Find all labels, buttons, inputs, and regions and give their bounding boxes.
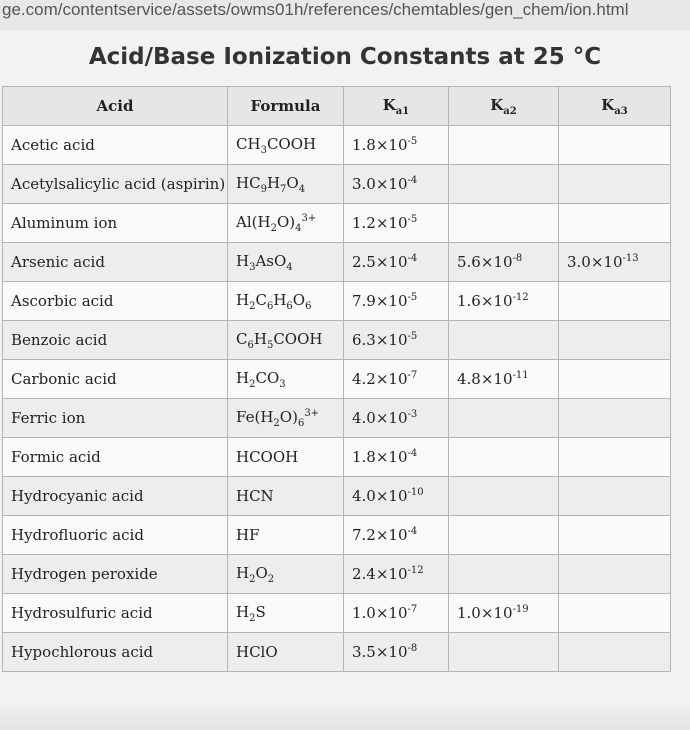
table-row (3, 594, 671, 633)
table-row (3, 633, 671, 672)
table-row (3, 204, 671, 243)
cell-ka3 (559, 399, 671, 438)
cell-formula: HF (228, 516, 344, 555)
cell-ka2 (449, 165, 559, 204)
cell-formula: $H_2O_2$ (228, 555, 344, 594)
cell-acid: Acetic acid (3, 126, 228, 165)
cell-acid: Hypochlorous acid (3, 633, 228, 672)
cell-ka2: $4.8\times 10^{-11}$ (449, 360, 559, 399)
cell-ka2 (449, 321, 559, 360)
address-bar[interactable] (0, 0, 690, 30)
cell-ka1: $1.2\times 10^{-5}$ (344, 204, 449, 243)
cell-ka1: $7.9\times 10^{-5}$ (344, 282, 449, 321)
cell-ka1: $4.0\times 10^{-10}$ (344, 477, 449, 516)
cell-acid: Hydrogen peroxide (3, 555, 228, 594)
cell-acid: Ferric ion (3, 399, 228, 438)
cell-ka1: $2.4\times 10^{-12}$ (344, 555, 449, 594)
table-row (3, 165, 671, 204)
table-row (3, 282, 671, 321)
cell-ka1: $7.2\times 10^{-4}$ (344, 516, 449, 555)
cell-ka3 (559, 477, 671, 516)
table-row (3, 438, 671, 477)
cell-ka3 (559, 360, 671, 399)
table-row (3, 399, 671, 438)
cell-formula: $C_6H_5COOH$ (228, 321, 344, 360)
cell-ka3 (559, 438, 671, 477)
cell-formula: $HC_9H_7O_4$ (228, 165, 344, 204)
cell-ka3 (559, 204, 671, 243)
table-row (3, 477, 671, 516)
cell-acid: Arsenic acid (3, 243, 228, 282)
cell-acid: Benzoic acid (3, 321, 228, 360)
cell-ka1: $6.3\times 10^{-5}$ (344, 321, 449, 360)
cell-ka1: $3.5\times 10^{-8}$ (344, 633, 449, 672)
cell-ka3 (559, 555, 671, 594)
cell-ka1: $4.2\times 10^{-7}$ (344, 360, 449, 399)
cell-ka2: $1.6\times 10^{-12}$ (449, 282, 559, 321)
cell-ka1: $3.0\times 10^{-4}$ (344, 165, 449, 204)
cell-formula: $Fe(H_2O)_6^{3+}$ (228, 399, 344, 438)
cell-ka3 (559, 516, 671, 555)
table-row (3, 321, 671, 360)
cell-ka1: $1.8\times 10^{-5}$ (344, 126, 449, 165)
ionization-table (2, 86, 671, 672)
cell-ka2: $1.0\times 10^{-19}$ (449, 594, 559, 633)
page-content (0, 30, 690, 700)
cell-acid: Ascorbic acid (3, 282, 228, 321)
scroll-cutoff (0, 700, 690, 730)
cell-ka3: $3.0\times 10^{-13}$ (559, 243, 671, 282)
cell-ka3 (559, 633, 671, 672)
cell-ka2 (449, 204, 559, 243)
table-row (3, 243, 671, 282)
cell-acid: Acetylsalicylic acid (aspirin) (3, 165, 228, 204)
cell-ka2 (449, 399, 559, 438)
cell-formula: HCN (228, 477, 344, 516)
table-row (3, 360, 671, 399)
page-title: Acid/Base Ionization Constants at 25 °C (88, 44, 602, 70)
cell-ka2 (449, 438, 559, 477)
header-ka3: $K_{a3}$ (559, 87, 671, 126)
cell-ka3 (559, 126, 671, 165)
cell-acid: Aluminum ion (3, 204, 228, 243)
cell-ka2 (449, 126, 559, 165)
cell-acid: Hydrosulfuric acid (3, 594, 228, 633)
table-row (3, 516, 671, 555)
cell-acid: Formic acid (3, 438, 228, 477)
header-ka2: $K_{a2}$ (449, 87, 559, 126)
url-text: ge.com/contentservice/assets/owms01h/references/chemtables/gen_chem/ion.html (2, 0, 629, 19)
cell-formula: HCOOH (228, 438, 344, 477)
header-formula: Formula (228, 87, 344, 126)
cell-formula: $H_2C_6H_6O_6$ (228, 282, 344, 321)
cell-formula: $CH_3COOH$ (228, 126, 344, 165)
cell-ka3 (559, 282, 671, 321)
cell-formula: $Al(H_2O)_4^{3+}$ (228, 204, 344, 243)
cell-formula: HClO (228, 633, 344, 672)
cell-ka1: $1.0\times 10^{-7}$ (344, 594, 449, 633)
cell-ka2 (449, 555, 559, 594)
cell-ka1: $4.0\times 10^{-3}$ (344, 399, 449, 438)
cell-ka3 (559, 321, 671, 360)
cell-formula: $H_2CO_3$ (228, 360, 344, 399)
cell-ka3 (559, 165, 671, 204)
cell-ka3 (559, 594, 671, 633)
header-acid: Acid (3, 87, 228, 126)
cell-ka2 (449, 633, 559, 672)
cell-ka1: $1.8\times 10^{-4}$ (344, 438, 449, 477)
cell-ka2 (449, 516, 559, 555)
cell-ka2: $5.6\times 10^{-8}$ (449, 243, 559, 282)
cell-ka1: $2.5\times 10^{-4}$ (344, 243, 449, 282)
table-header-row (3, 87, 671, 126)
cell-acid: Hydrocyanic acid (3, 477, 228, 516)
cell-formula: $H_3AsO_4$ (228, 243, 344, 282)
table-row (3, 126, 671, 165)
header-ka1: $K_{a1}$ (344, 87, 449, 126)
cell-acid: Carbonic acid (3, 360, 228, 399)
cell-acid: Hydrofluoric acid (3, 516, 228, 555)
cell-formula: $H_2S$ (228, 594, 344, 633)
table-row (3, 555, 671, 594)
cell-ka2 (449, 477, 559, 516)
